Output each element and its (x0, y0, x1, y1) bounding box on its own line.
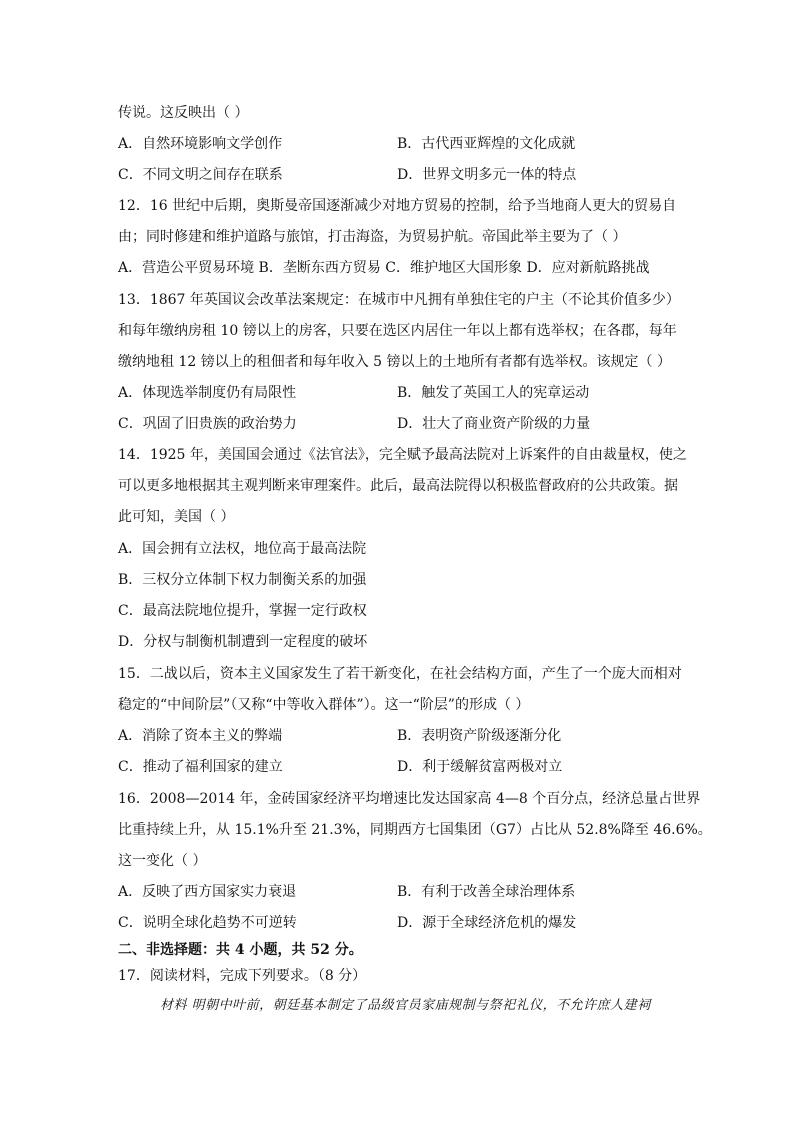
q16-stem-line1: 16．2008—2014 年，金砖国家经济平均增速比发达国家高 4—8 个百分点，经济总量占世界 (118, 791, 701, 807)
q16-stem-line3: 这一变化（ ） (118, 853, 207, 869)
q11-option-c: C．不同文明之间存在联系 (118, 167, 283, 183)
q13-stem-line1: 13．1867 年英国议会改革法案规定：在城市中凡拥有单独住宅的户主（不论其价值多少） (118, 292, 680, 308)
q13-stem-line2: 和每年缴纳房租 10 镑以上的房客，只要在选区内居住一年以上都有选举权；在各郡，每年 (118, 323, 677, 339)
q16-option-c: C．说明全球化趋势不可逆转 (118, 915, 297, 931)
q14-option-b: B．三权分立体制下权力制衡关系的加强 (118, 572, 367, 588)
q15-option-c: C．推动了福利国家的建立 (118, 759, 283, 775)
q15-option-a: A．消除了资本主义的弊端 (118, 728, 283, 744)
q11-option-b: B．古代西亚辉煌的文化成就 (397, 136, 576, 152)
q16-option-a: A．反映了西方国家实力衰退 (118, 884, 297, 900)
q13-option-a: A．体现选举制度仍有局限性 (118, 385, 297, 401)
q15-option-b: B．表明资产阶级逐渐分化 (397, 728, 562, 744)
q17-material-text: 材料 明朝中叶前，朝廷基本制定了品级官员家庙规制与祭祀礼仪，不允许庶人建祠 (160, 998, 651, 1013)
q14-option-a: A．国会拥有立法权，地位高于最高法院 (118, 541, 367, 557)
q14-stem-line3: 此可知，美国（ ） (118, 509, 235, 525)
q17-stem: 17．阅读材料，完成下列要求。（8 分） (118, 968, 367, 984)
q14-stem-line2: 可以更多地根据其主观判断来审理案件。此后，最高法院得以积极监督政府的公共政策。据 (118, 478, 678, 494)
q12-stem-line1: 12．16 世纪中后期，奥斯曼帝国逐渐减少对地方贸易的控制，给予当地商人更大的贸易自 (118, 198, 677, 214)
q16-option-b: B．有利于改善全球治理体系 (397, 884, 576, 900)
question-11-stem-end: 传说。这反映出（ ） (118, 105, 249, 121)
q14-stem-line1: 14．1925 年，美国国会通过《法官法》，完全赋予最高法院对上诉案件的自由裁量权，使之 (118, 447, 687, 463)
q16-option-d: D．源于全球经济危机的爆发 (397, 915, 577, 931)
q11-option-a: A．自然环境影响文学创作 (118, 136, 283, 152)
q15-stem-line2: 稳定的“中间阶层”（又称“中等收入群体”）。这一“阶层”的形成（ ） (118, 697, 530, 713)
q13-option-b: B．触发了英国工人的宪章运动 (397, 385, 590, 401)
q15-stem-line1: 15．二战以后，资本主义国家发生了若干新变化，在社会结构方面，产生了一个庞大而相对 (118, 666, 682, 682)
q12-stem-line2: 由；同时修建和维护道路与旅馆，打击海盗，为贸易护航。帝国此举主要为了（ ） (118, 229, 627, 245)
section-heading: 二、非选择题：共 4 小题，共 52 分。 (118, 942, 363, 958)
q13-option-c: C．巩固了旧贵族的政治势力 (118, 416, 297, 432)
q16-stem-line2: 比重持续上升，从 15.1%升至 21.3%，同期西方七国集团（G7）占比从 52.8%降至 46.6%。 (118, 822, 712, 838)
q11-option-d: D．世界文明多元一体的特点 (397, 167, 577, 183)
q12-options: A．营造公平贸易环境 B．垄断东西方贸易 C．维护地区大国形象 D．应对新航路挑战 (118, 260, 650, 276)
q14-option-d: D．分权与制衡机制遭到一定程度的破坏 (118, 634, 368, 650)
q15-option-d: D．利于缓解贫富两极对立 (397, 759, 563, 775)
q13-stem-line3: 缴纳地租 12 镑以上的租佃者和每年收入 5 镑以上的土地所有者都有选举权。该规定（ ） (118, 354, 671, 370)
q13-option-d: D．壮大了商业资产阶级的力量 (397, 416, 591, 432)
q14-option-c: C．最高法院地位提升，掌握一定行政权 (118, 603, 367, 619)
